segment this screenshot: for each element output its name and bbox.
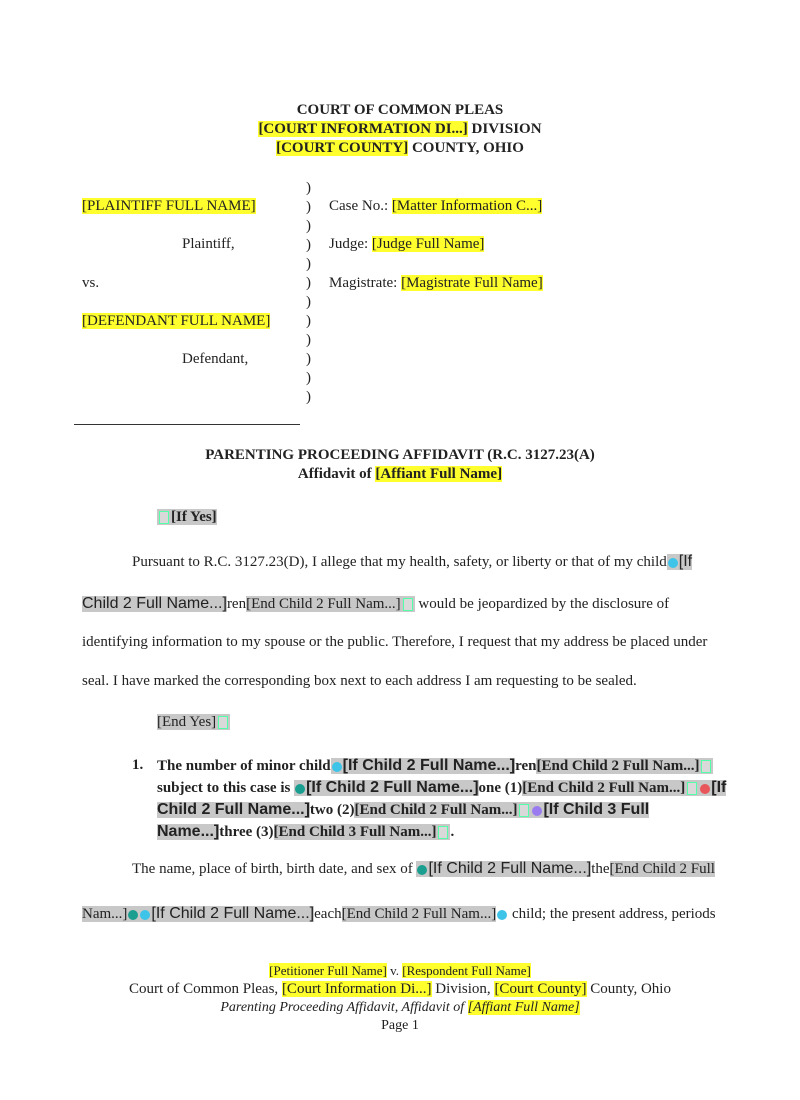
nam-field[interactable]: Nam...]	[82, 906, 128, 922]
child2-name-field[interactable]: Child 2 Full Name...]	[157, 801, 310, 818]
caption-divider	[74, 424, 300, 425]
cyan-dot-icon	[332, 762, 342, 772]
footer-affidavit: Parenting Proceeding Affidavit, Affidavit of [Affiant Full Name]	[220, 1000, 580, 1015]
end-child2-b-field[interactable]: [End Child 2 Full Nam...]	[522, 780, 686, 796]
teal-dot-icon	[417, 865, 427, 875]
end-child-p5-field[interactable]: [End Child 2 Full	[609, 861, 715, 877]
cyan-dot-icon	[497, 910, 507, 920]
teal-dot-icon	[128, 910, 138, 920]
end-yes-block	[157, 714, 230, 731]
child3-name-field[interactable]: Name...]	[157, 823, 220, 840]
end-child-p6-field[interactable]: [End Child 2 Full Nam...]	[341, 906, 497, 922]
defendant-label: Defendant,	[182, 351, 249, 367]
checkbox-icon[interactable]	[403, 598, 413, 611]
item-line-1: The number of minor child [If Child 2 Full Name...]ren[End Child 2 Full Nam...]	[157, 755, 713, 777]
paragraph-line-5: The name, place of birth, birth date, and sex of [If Child 2 Full Name...]the[End Child 2 Full	[132, 860, 715, 877]
cyan-dot-icon	[668, 558, 678, 568]
division-line: [COURT INFORMATION DI...] DIVISION	[258, 121, 542, 137]
checkbox-icon[interactable]	[687, 782, 697, 795]
checkbox-icon[interactable]	[218, 716, 228, 729]
respondent-field[interactable]: [Respondent Full Name]	[402, 963, 531, 978]
petitioner-field[interactable]: [Petitioner Full Name]	[269, 963, 387, 978]
if-field[interactable]: [If	[711, 779, 727, 796]
caption-parens: ) ) ) ) ) ) ) ) ) ) ) )	[306, 180, 311, 405]
end-child3-field[interactable]: [End Child 3 Full Nam...]	[273, 824, 437, 840]
checkbox-icon[interactable]	[438, 826, 448, 839]
item-number: 1.	[132, 757, 144, 773]
if-child2-field[interactable]: [If Child 2 Full Name...]	[342, 757, 516, 774]
end-child-field[interactable]: [End Child 2 Full Nam...]	[246, 596, 401, 612]
paragraph-line-4: seal. I have marked the corresponding box next to each address I am requesting to be sealed.	[82, 673, 637, 689]
paragraph-line-1: Pursuant to R.C. 3127.23(D), I allege that my health, safety, or liberty or that of my child [If	[132, 553, 693, 570]
red-dot-icon	[700, 784, 710, 794]
division-field[interactable]: [COURT INFORMATION DI...]	[258, 121, 468, 137]
judge-line: Judge: [Judge Full Name]	[329, 236, 485, 252]
if-child2-p6-field[interactable]: [If Child 2 Full Name...]	[151, 905, 315, 922]
item-line-3: Child 2 Full Name...]two (2)[End Child 2 Full Nam...] [If Child 3 Full	[157, 801, 650, 818]
paragraph-line-6: Nam...] [If Child 2 Full Name...]each[End Child 2 Full Nam...] child; the present address, periods	[82, 905, 716, 922]
purple-dot-icon	[532, 806, 542, 816]
plaintiff-label: Plaintiff,	[182, 236, 235, 252]
document-title: PARENTING PROCEEDING AFFIDAVIT (R.C. 3127.23(A)	[205, 447, 595, 463]
checkbox-icon[interactable]	[159, 511, 169, 524]
item-line-4: Name...]three (3)[End Child 3 Full Nam...] .	[157, 823, 455, 840]
if-child2-b-field[interactable]: [If Child 2 Full Name...]	[306, 779, 479, 796]
page-number: Page 1	[381, 1018, 419, 1033]
affiant-field[interactable]: [Affiant Full Name]	[375, 466, 503, 482]
teal-dot-icon	[295, 784, 305, 794]
affidavit-of-line: Affidavit of [Affiant Full Name]	[297, 466, 503, 482]
checkbox-icon[interactable]	[701, 760, 711, 773]
magistrate-field[interactable]: [Magistrate Full Name]	[401, 275, 543, 291]
county-line: [COURT COUNTY] COUNTY, OHIO	[276, 140, 524, 156]
footer-parties: [Petitioner Full Name] v. [Respondent Full Name]	[269, 963, 531, 978]
if-child2-p5-field[interactable]: [If Child 2 Full Name...]	[428, 860, 592, 877]
cyan-dot-icon	[140, 910, 150, 920]
court-county-field[interactable]: [Court County]	[494, 981, 587, 997]
item-line-2: subject to this case is [If Child 2 Full Name...]one (1)[End Child 2 Full Nam...] [If	[157, 779, 727, 796]
checkbox-icon[interactable]	[519, 804, 529, 817]
defendant-field[interactable]: [DEFENDANT FULL NAME]	[82, 313, 271, 329]
end-child2-field[interactable]: [End Child 2 Full Nam...]	[536, 758, 700, 774]
paragraph-line-2: Child 2 Full Name...]ren[End Child 2 Full Nam...] would be jeopardized by the disclosure of	[82, 595, 670, 612]
vs-label: vs.	[82, 275, 100, 291]
court-info-field[interactable]: [Court Information Di...]	[281, 981, 432, 997]
county-field[interactable]: [COURT COUNTY]	[276, 140, 409, 156]
if-child3-field[interactable]: [If Child 3 Full	[543, 801, 650, 818]
footer-court: Court of Common Pleas, [Court Information Di...] Division, [Court County] County, Ohio	[129, 981, 671, 997]
if-child-field[interactable]: [If	[678, 553, 693, 570]
plaintiff-field[interactable]: [PLAINTIFF FULL NAME]	[82, 198, 256, 214]
end-child2-c-field[interactable]: [End Child 2 Full Nam...]	[354, 802, 518, 818]
case-no-line: Case No.: [Matter Information C...]	[329, 198, 543, 214]
footer-affiant-field[interactable]: [Affiant Full Name]	[467, 1000, 580, 1015]
if-child-name-field[interactable]: Child 2 Full Name...]	[82, 595, 227, 612]
paragraph-line-3: identifying information to my spouse or the public. Therefore, I request that my address be placed under	[82, 634, 708, 650]
court-name: COURT OF COMMON PLEAS	[296, 102, 504, 118]
if-yes-field[interactable]: [If Yes]	[171, 509, 217, 525]
magistrate-line: Magistrate: [Magistrate Full Name]	[329, 275, 543, 291]
case-no-field[interactable]: [Matter Information C...]	[391, 198, 543, 214]
end-yes-field[interactable]: [End Yes]	[157, 714, 217, 730]
judge-field[interactable]: [Judge Full Name]	[371, 236, 485, 252]
if-yes-block	[157, 509, 217, 526]
